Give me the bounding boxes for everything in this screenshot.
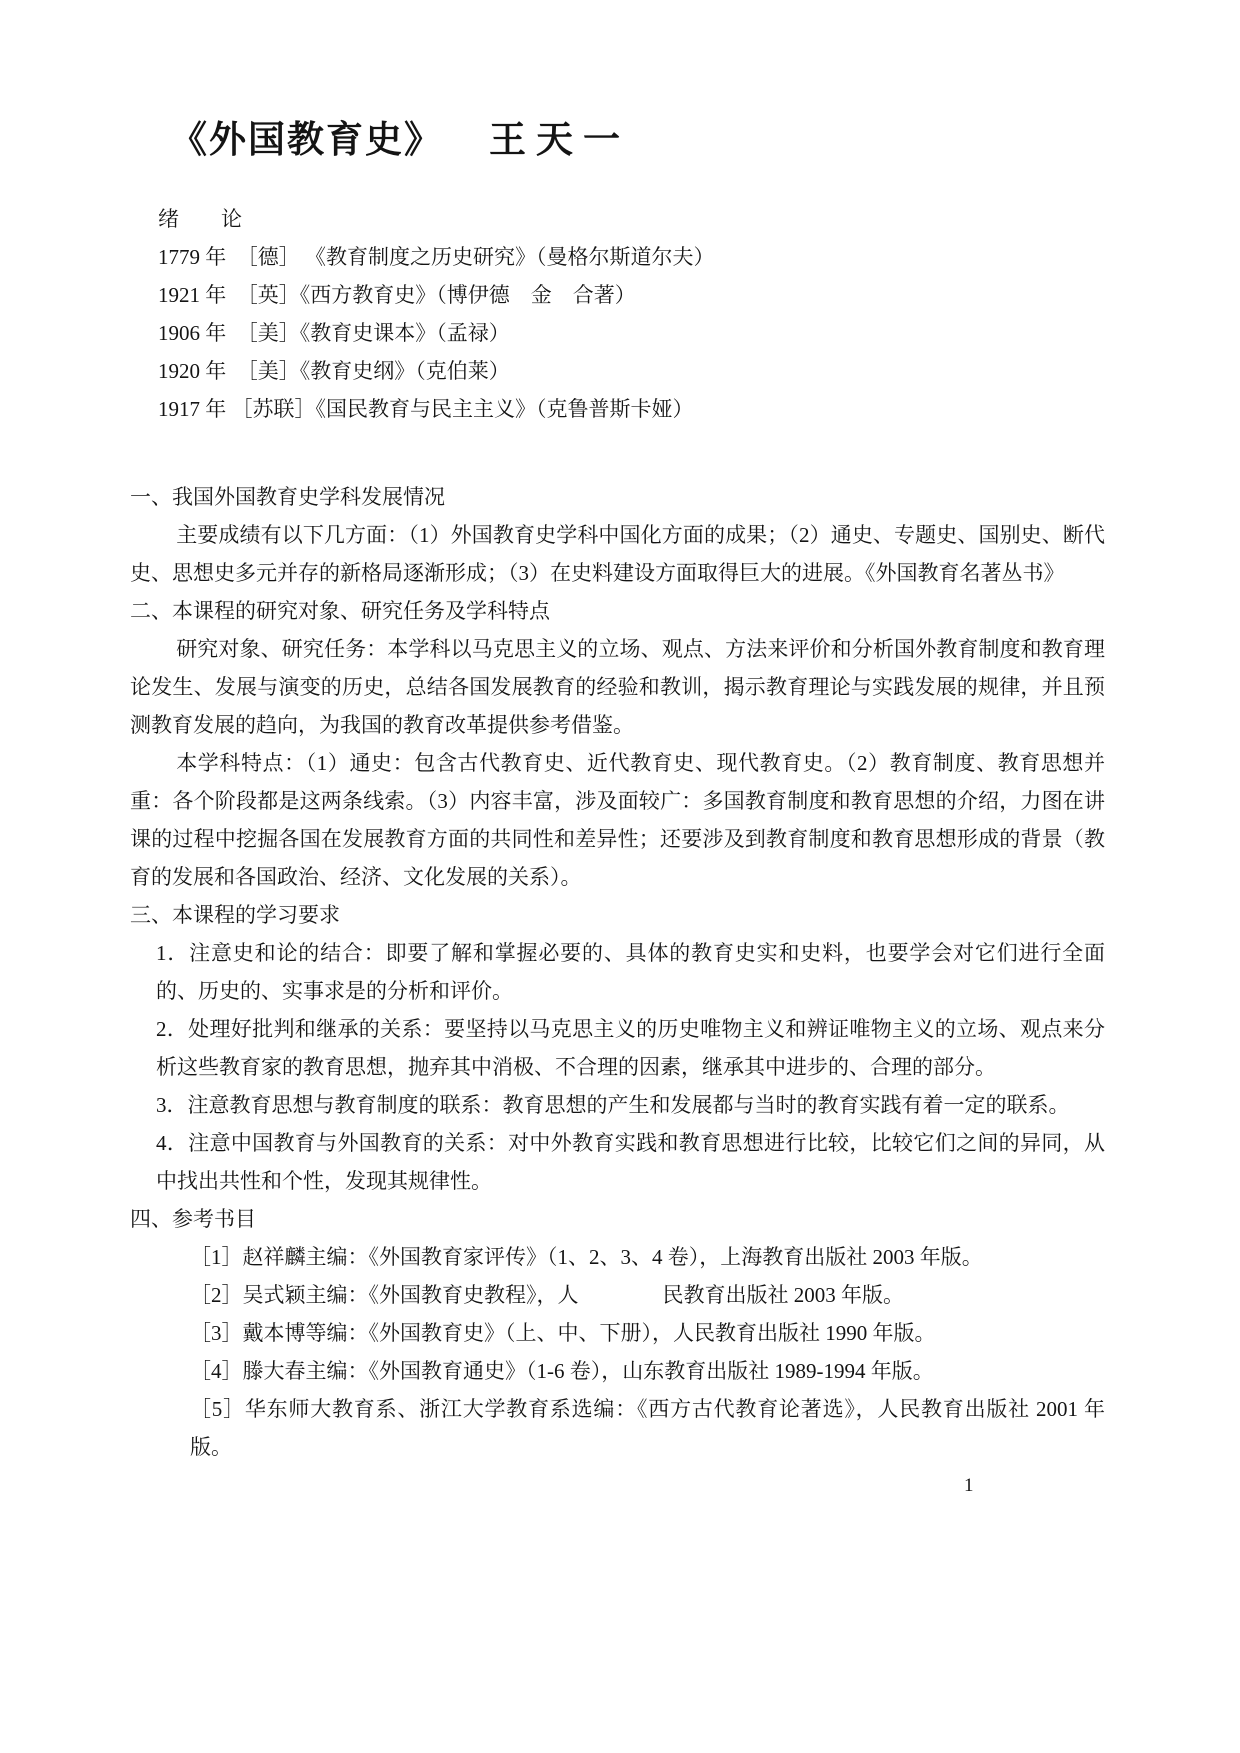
reference-item: ［3］戴本博等编：《外国教育史》（上、中、下册），人民教育出版社 1990 年版。 <box>190 1321 936 1345</box>
paragraph: 研究对象、研究任务：本学科以马克思主义的立场、观点、方法来评价和分析国外教育制度和教育理论发生、发展与演变的历史，总结各国发展教育的经验和教训，揭示教育理论与实践发展的规律，并且预测教育发展的趋向，为我国的教育改革提供参考借鉴。 <box>130 637 1105 737</box>
spacer <box>130 428 1105 478</box>
intro-heading: 绪 论 <box>158 207 242 231</box>
paragraph: 主要成绩有以下几方面：（1）外国教育史学科中国化方面的成果；（2）通史、专题史、国别史、断代史、思想史多元并存的新格局逐渐形成；（3）在史料建设方面取得巨大的进展。《外国教育名著丛书》 <box>130 523 1105 585</box>
reference-item: ［1］赵祥麟主编：《外国教育家评传》（1、2、3、4 卷），上海教育出版社 2003 年版。 <box>190 1245 983 1269</box>
document-content <box>130 118 1105 1466</box>
reference-item: ［4］滕大春主编：《外国教育通史》（1-6 卷），山东教育出版社 1989-1994 年版。 <box>190 1359 934 1383</box>
section-heading: 三、本课程的学习要求 <box>130 903 340 927</box>
timeline-entry: 1779 年 ［德］ 《教育制度之历史研究》（曼格尔斯道尔夫） <box>158 245 715 269</box>
document-title <box>170 118 1105 164</box>
reference-item: ［2］吴式颖主编：《外国教育史教程》，人 民教育出版社 2003 年版。 <box>190 1283 904 1307</box>
requirement-item: 2．处理好批判和继承的关系：要坚持以马克思主义的历史唯物主义和辨证唯物主义的立场、观点来分析这些教育家的教育思想，抛弃其中消极、不合理的因素，继承其中进步的、合理的部分。 <box>156 1017 1105 1079</box>
timeline-entry: 1920 年 ［美］《教育史纲》（克伯莱） <box>158 359 510 383</box>
timeline-list <box>130 238 1105 428</box>
section-2 <box>130 592 1105 896</box>
requirement-item: 3．注意教育思想与教育制度的联系：教育思想的产生和发展都与当时的教育实践有着一定的联系。 <box>156 1093 1070 1117</box>
timeline-entry: 1917 年 ［苏联］《国民教育与民主主义》（克鲁普斯卡娅） <box>158 397 694 421</box>
timeline-entry: 1921 年 ［英］《西方教育史》（博伊德 金 合著） <box>158 283 636 307</box>
section-1 <box>130 478 1105 592</box>
author-name: 王天一 <box>489 120 630 161</box>
section-heading: 四、参考书目 <box>130 1207 256 1231</box>
reference-item: ［5］华东师大教育系、浙江大学教育系选编：《西方古代教育论著选》，人民教育出版社 2001 年版。 <box>190 1397 1105 1459</box>
section-3 <box>130 896 1105 1200</box>
book-title: 《外国教育史》 <box>170 120 443 161</box>
section-4 <box>130 1200 1105 1466</box>
page-number: 1 <box>964 1475 974 1496</box>
paragraph: 本学科特点：（1）通史：包含古代教育史、近代教育史、现代教育史。（2）教育制度、教育思想并重：各个阶段都是这两条线索。（3）内容丰富，涉及面较广：多国教育制度和教育思想的介绍，力图在讲课的过程中挖掘各国在发展教育方面的共同性和差异性；还要涉及到教育制度和教育思想形成的背景（教育的发展和各国政治、经济、文化发展的关系）。 <box>130 751 1105 889</box>
section-heading: 一、我国外国教育史学科发展情况 <box>130 485 445 509</box>
requirement-item: 4．注意中国教育与外国教育的关系：对中外教育实践和教育思想进行比较，比较它们之间的异同，从中找出共性和个性，发现其规律性。 <box>156 1131 1105 1193</box>
timeline-entry: 1906 年 ［美］《教育史课本》（孟禄） <box>158 321 510 345</box>
section-heading: 二、本课程的研究对象、研究任务及学科特点 <box>130 599 550 623</box>
requirement-item: 1．注意史和论的结合：即要了解和掌握必要的、具体的教育史实和史料，也要学会对它们进行全面的、历史的、实事求是的分析和评价。 <box>156 941 1105 1003</box>
